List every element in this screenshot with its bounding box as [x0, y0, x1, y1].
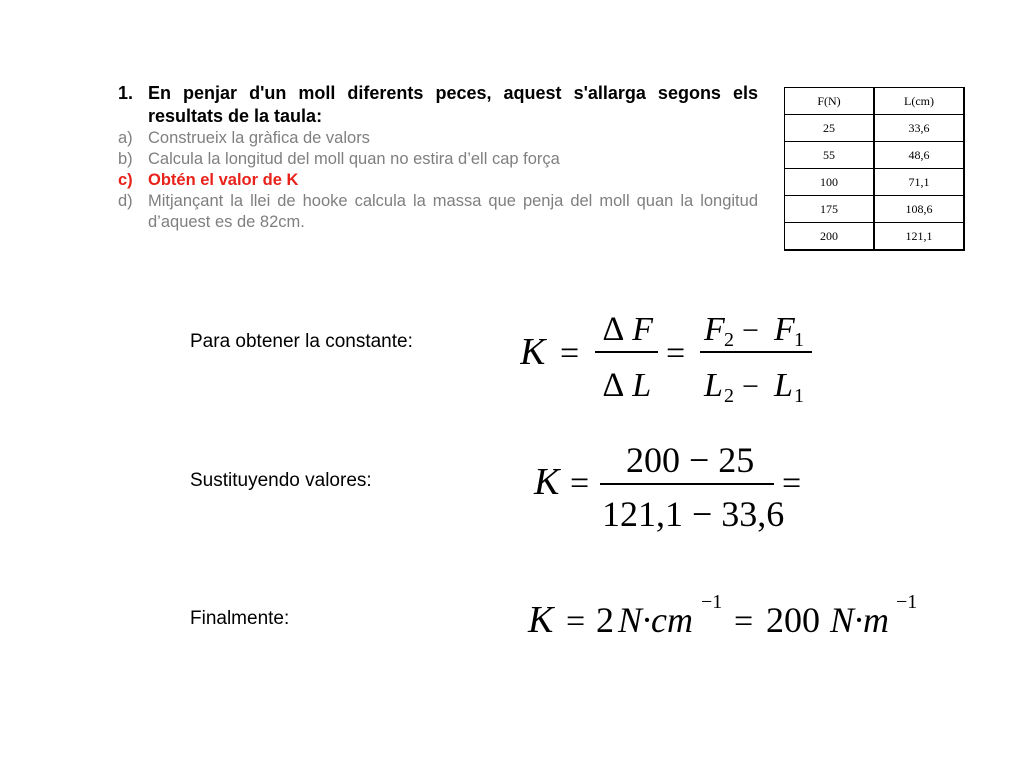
part-text: Construeix la gràfica de valors [148, 129, 370, 147]
problem-text: En penjar d'un moll diferents peces, aquest s'allarga segons els resultats de la taula: [148, 83, 758, 126]
table-cell: 71,1 [874, 169, 964, 196]
eq1-k: K [520, 331, 546, 373]
eq1-minus-bottom: − [742, 370, 759, 403]
label-substituting: Sustituyendo valores: [190, 470, 372, 491]
part-d [118, 191, 758, 233]
problem-statement [118, 82, 758, 233]
table-cell: 121,1 [874, 223, 964, 251]
part-b [118, 149, 758, 170]
part-text: Mitjançant la llei de hooke calcula la massa que penja del moll quan la longitud d’aquest es de 82cm. [148, 192, 758, 231]
table-row [785, 169, 965, 196]
eq1-minus-top: − [742, 314, 759, 347]
label-finally: Finalmente: [190, 608, 290, 629]
table-header: L(cm) [874, 88, 964, 115]
problem-number: 1. [118, 83, 134, 103]
part-text: Calcula la longitud del moll quan no estira d’ell cap força [148, 150, 560, 168]
eq1-den1: ∆ L [603, 367, 652, 404]
eq2-equals: = [570, 465, 590, 502]
eq3-unit2: N·m [830, 600, 890, 640]
eq3-k: K [528, 599, 554, 641]
table-cell: 108,6 [874, 196, 964, 223]
table-header: F(N) [785, 88, 875, 115]
eq3-exp2: −1 [896, 591, 918, 613]
eq1-l1-sub: 1 [794, 385, 804, 407]
eq1-f2-sub: 2 [724, 329, 734, 351]
part-letter: b) [118, 150, 133, 168]
table-cell: 55 [785, 142, 875, 169]
table-row [785, 142, 965, 169]
eq3-equals: = [566, 603, 586, 640]
eq3-hundred: 200 [766, 600, 820, 640]
eq1-equals-2: = [666, 335, 686, 372]
eq3-exp1: −1 [701, 591, 723, 613]
part-letter: a) [118, 129, 133, 147]
problem-heading [118, 82, 758, 128]
part-c [118, 170, 758, 191]
eq1-equals: = [560, 335, 580, 372]
label-constant: Para obtener la constante: [190, 331, 413, 352]
eq2-numerator: 200 − 25 [626, 440, 755, 480]
eq1-f2: F [704, 311, 725, 348]
table-row [785, 223, 965, 251]
eq1-l2-sub: 2 [724, 385, 734, 407]
table-cell: 175 [785, 196, 875, 223]
table-cell: 33,6 [874, 115, 964, 142]
eq1-num1: ∆ F [603, 311, 654, 348]
table-cell: 48,6 [874, 142, 964, 169]
eq1-l2: L [704, 367, 723, 404]
eq3-unit1: N·cm [618, 600, 693, 640]
eq1-f1-sub: 1 [794, 329, 804, 351]
table-cell: 200 [785, 223, 875, 251]
data-table [784, 87, 965, 251]
equation-final [526, 588, 946, 653]
part-letter: d) [118, 192, 133, 210]
table-header-row [785, 88, 965, 115]
table-row [785, 196, 965, 223]
eq1-f1: F [774, 311, 795, 348]
part-letter: c) [118, 171, 133, 189]
eq3-equals-2: = [734, 603, 754, 640]
equation-substitution [530, 438, 830, 553]
eq2-denominator: 121,1 − 33,6 [602, 494, 785, 534]
table-cell: 25 [785, 115, 875, 142]
eq2-equals-2: = [782, 465, 802, 502]
eq3-two: 2 [596, 600, 614, 640]
part-text: Obtén el valor de K [148, 171, 299, 189]
eq2-k: K [534, 461, 560, 503]
equation-constant [520, 300, 820, 415]
part-a [118, 128, 758, 149]
table-cell: 100 [785, 169, 875, 196]
table-row [785, 115, 965, 142]
eq1-l1: L [774, 367, 793, 404]
